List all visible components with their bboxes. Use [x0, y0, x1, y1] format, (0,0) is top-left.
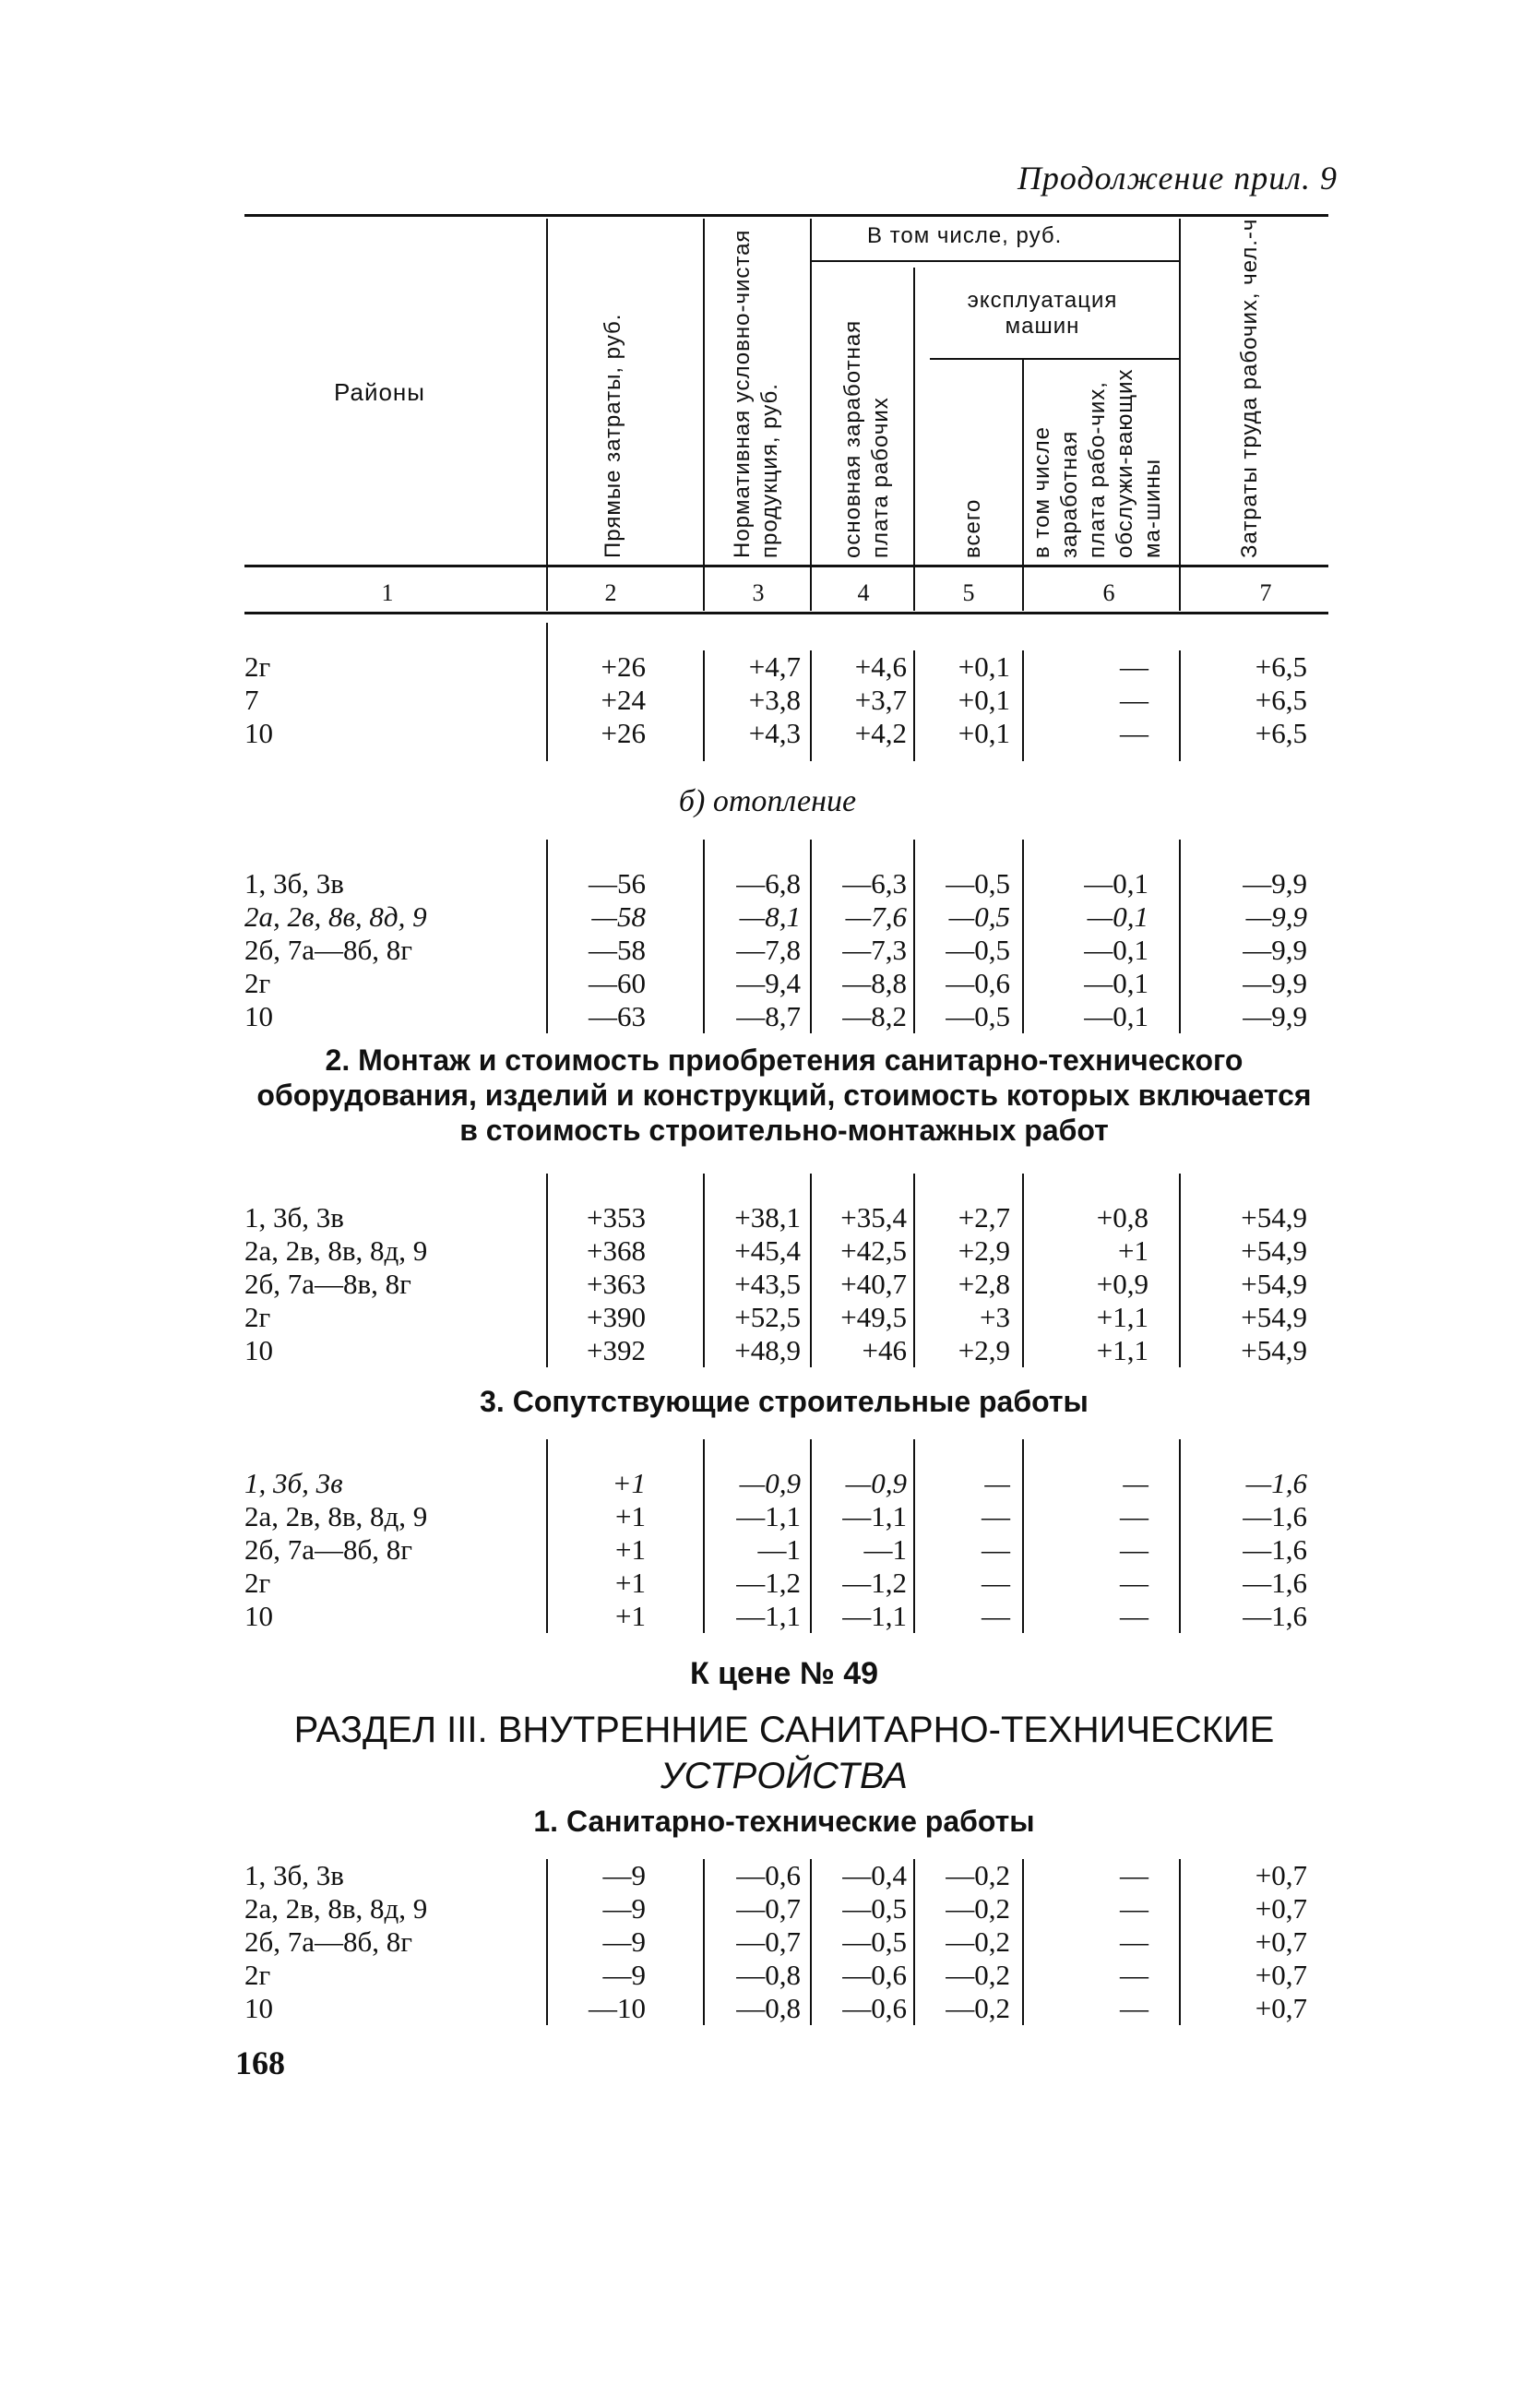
cell-labor: +6,5 — [1255, 717, 1307, 749]
cell-direct: +26 — [601, 717, 646, 749]
cell-machines: — — [982, 1533, 1010, 1566]
cell-region: 2г — [244, 967, 271, 999]
cell-machine-wages: — — [1120, 684, 1148, 716]
section-iii-title — [231, 1707, 1338, 1799]
cell-direct: —9 — [602, 1892, 646, 1925]
cell-normative: —1,1 — [736, 1500, 801, 1532]
cell-wages: —0,5 — [842, 1892, 907, 1925]
cell-wages: —6,3 — [842, 867, 907, 900]
cell-labor: —9,9 — [1243, 934, 1307, 966]
cell-labor: +54,9 — [1241, 1301, 1307, 1333]
section-2-heading — [231, 1043, 1338, 1148]
table-row — [244, 1000, 1328, 1033]
header-normative-product: Нормативная условно-чистая продукция, руб. — [730, 229, 782, 558]
cell-direct: —9 — [602, 1859, 646, 1891]
cell-machines: +2,8 — [958, 1268, 1010, 1300]
section-3-heading: 3. Сопутствующие строительные работы — [480, 1385, 1089, 1418]
cell-labor: +6,5 — [1255, 684, 1307, 716]
cell-direct: +26 — [601, 650, 646, 683]
table-row — [244, 867, 1328, 900]
section-iii-title-line1: РАЗДЕЛ III. ВНУТРЕННИЕ САНИТАРНО-ТЕХНИЧЕСКИЕ — [293, 1710, 1275, 1750]
cell-region: 2а, 2в, 8в, 8д, 9 — [244, 1892, 428, 1925]
cell-labor: +54,9 — [1241, 1201, 1307, 1234]
cell-machine-wages: — — [1120, 1959, 1148, 1991]
cell-machines: — — [982, 1600, 1010, 1632]
section-2-heading-line3: в стоимость строительно-монтажных работ — [459, 1114, 1109, 1147]
cell-normative: —0,7 — [736, 1925, 801, 1958]
cell-labor: +6,5 — [1255, 650, 1307, 683]
cell-labor: +0,7 — [1255, 1992, 1307, 2024]
cell-direct: +1 — [612, 1467, 646, 1499]
cell-normative: +43,5 — [734, 1268, 801, 1300]
cell-region: 2г — [244, 650, 271, 683]
table-row — [244, 1500, 1328, 1533]
cell-machines: —0,2 — [946, 1925, 1010, 1958]
cell-direct: +1 — [615, 1533, 646, 1566]
cell-machine-wages: — — [1120, 1567, 1148, 1599]
cell-normative: —8,1 — [739, 900, 801, 933]
header-base-wages: основная заработная плата рабочих — [840, 319, 893, 558]
cell-normative: —1 — [757, 1533, 801, 1566]
page-number: 168 — [235, 2044, 285, 2081]
cell-wages: +40,7 — [840, 1268, 907, 1300]
cell-wages: +3,7 — [854, 684, 907, 716]
table-row — [244, 1925, 1328, 1959]
table-row — [244, 650, 1328, 684]
cell-machine-wages: —0,1 — [1087, 900, 1148, 933]
block-related-works — [244, 1467, 1328, 1633]
cell-machine-wages: — — [1123, 1467, 1148, 1499]
heating-subtitle: б) отопление — [678, 784, 857, 818]
cell-normative: —1,2 — [736, 1567, 801, 1599]
cell-machines: +2,9 — [958, 1234, 1010, 1267]
cell-labor: —1,6 — [1245, 1467, 1307, 1499]
cell-normative: —8,7 — [736, 1000, 801, 1032]
table-header — [0, 0, 1535, 627]
cell-wages: —7,3 — [842, 934, 907, 966]
cell-region: 2б, 7а—8б, 8г — [244, 1925, 413, 1958]
cell-machines: —0,5 — [948, 900, 1010, 933]
block-sanitary-works — [244, 1859, 1328, 2025]
cell-direct: +1 — [615, 1500, 646, 1532]
cell-machines: — — [982, 1567, 1010, 1599]
cell-direct: +24 — [601, 684, 646, 716]
cell-machines: —0,2 — [946, 1959, 1010, 1991]
cell-machine-wages: — — [1120, 1892, 1148, 1925]
cell-direct: +363 — [587, 1268, 646, 1300]
cell-labor: —1,6 — [1243, 1600, 1307, 1632]
header-direct-costs: Прямые затраты, руб. — [601, 313, 625, 558]
cell-region: 2г — [244, 1959, 271, 1991]
cell-machine-wages: — — [1120, 1859, 1148, 1891]
cell-direct: —9 — [602, 1925, 646, 1958]
cell-direct: —9 — [602, 1959, 646, 1991]
cell-region: 2а, 2в, 8в, 8д, 9 — [244, 900, 427, 933]
cell-machines: +0,1 — [958, 684, 1010, 716]
cell-machine-wages: +1 — [1118, 1234, 1148, 1267]
cell-machines: —0,6 — [946, 967, 1010, 999]
header-total: всего — [960, 498, 985, 558]
cell-labor: —1,6 — [1243, 1533, 1307, 1566]
header-machine-wages: в том числе заработная плата рабо-чих, обслужи-вающих ма-шины — [1029, 368, 1165, 558]
cell-normative: —0,8 — [736, 1992, 801, 2024]
section-2-heading-line2: оборудования, изделий и конструкций, стоимость которых включается — [256, 1079, 1312, 1112]
price-reference: К цене № 49 — [689, 1656, 879, 1691]
cell-direct: +392 — [587, 1334, 646, 1366]
cell-normative: +3,8 — [748, 684, 801, 716]
cell-machines: —0,2 — [946, 1892, 1010, 1925]
table-row — [244, 1201, 1328, 1234]
cell-labor: —1,6 — [1243, 1567, 1307, 1599]
cell-wages: —0,5 — [842, 1925, 907, 1958]
table-row — [244, 1301, 1328, 1334]
cell-wages: —8,8 — [842, 967, 907, 999]
cell-labor: —1,6 — [1243, 1500, 1307, 1532]
cell-direct: +1 — [615, 1567, 646, 1599]
cell-direct: —63 — [589, 1000, 646, 1032]
table-row — [244, 1859, 1328, 1892]
cell-normative: +45,4 — [734, 1234, 801, 1267]
cell-normative: —9,4 — [736, 967, 801, 999]
table-row — [244, 1892, 1328, 1925]
header-regions: Районы — [334, 378, 425, 406]
cell-region: 2а, 2в, 8в, 8д, 9 — [244, 1234, 428, 1267]
colnum-7: 7 — [1259, 579, 1272, 606]
cell-labor: —9,9 — [1243, 867, 1307, 900]
cell-region: 10 — [244, 1992, 273, 2024]
cell-machine-wages: — — [1120, 1925, 1148, 1958]
table-row — [244, 967, 1328, 1000]
table-row — [244, 1533, 1328, 1567]
cell-labor: —9,9 — [1245, 900, 1307, 933]
header-labor: Затраты труда рабочих, чел.-ч — [1237, 218, 1262, 558]
cell-region: 2г — [244, 1301, 271, 1333]
table-row — [244, 934, 1328, 967]
cell-normative: —0,6 — [736, 1859, 801, 1891]
cell-wages: —1,2 — [842, 1567, 907, 1599]
colnum-4: 4 — [857, 579, 870, 606]
cell-region: 10 — [244, 1000, 273, 1032]
cell-wages: —0,4 — [842, 1859, 907, 1891]
cell-wages: +42,5 — [840, 1234, 907, 1267]
cell-machine-wages: +0,9 — [1096, 1268, 1148, 1300]
cell-direct: +353 — [587, 1201, 646, 1234]
cell-direct: +368 — [587, 1234, 646, 1267]
cell-normative: —0,9 — [739, 1467, 801, 1499]
cell-machines: +0,1 — [958, 717, 1010, 749]
cell-normative: +4,3 — [748, 717, 801, 749]
cell-machines: +2,9 — [958, 1334, 1010, 1366]
cell-machine-wages: — — [1120, 650, 1148, 683]
cell-machines: —0,2 — [946, 1859, 1010, 1891]
cell-region: 2б, 7а—8б, 8г — [244, 934, 413, 966]
cell-normative: +4,7 — [748, 650, 801, 683]
sanitary-works-heading: 1. Санитарно-технические работы — [533, 1805, 1035, 1838]
table-row — [244, 1334, 1328, 1367]
table-row — [244, 900, 1328, 934]
table-row — [244, 1992, 1328, 2025]
cell-region: 7 — [244, 684, 259, 716]
cell-direct: +390 — [587, 1301, 646, 1333]
cell-labor: +0,7 — [1255, 1925, 1307, 1958]
table-row — [244, 1268, 1328, 1301]
cell-wages: +49,5 — [840, 1301, 907, 1333]
cell-labor: —9,9 — [1243, 967, 1307, 999]
cell-region: 1, 3б, 3в — [244, 867, 344, 900]
table-row — [244, 717, 1328, 750]
cell-machine-wages: —0,1 — [1084, 1000, 1148, 1032]
cell-machines: —0,5 — [946, 1000, 1010, 1032]
header-group-label: В том числе, руб. — [867, 223, 1063, 248]
cell-wages: —0,9 — [845, 1467, 907, 1499]
cell-wages: —7,6 — [845, 900, 907, 933]
cell-normative: +38,1 — [734, 1201, 801, 1234]
table-row — [244, 684, 1328, 717]
cell-machines: —0,5 — [946, 867, 1010, 900]
cell-region: 10 — [244, 1334, 273, 1366]
block-a — [244, 650, 1328, 761]
cell-region: 10 — [244, 717, 273, 749]
cell-region: 2б, 7а—8б, 8г — [244, 1533, 413, 1566]
cell-region: 2а, 2в, 8в, 8д, 9 — [244, 1500, 428, 1532]
cell-labor: +54,9 — [1241, 1268, 1307, 1300]
cell-machines: — — [984, 1467, 1010, 1499]
colnum-6: 6 — [1102, 579, 1115, 606]
cell-region: 1, 3б, 3в — [244, 1859, 344, 1891]
cell-labor: +0,7 — [1255, 1892, 1307, 1925]
cell-region: 1, 3б, 3в — [244, 1201, 344, 1234]
cell-labor: +54,9 — [1241, 1334, 1307, 1366]
cell-machine-wages: +1,1 — [1096, 1334, 1148, 1366]
cell-direct: —10 — [589, 1992, 646, 2024]
colnum-5: 5 — [962, 579, 975, 606]
cell-machines: —0,2 — [946, 1992, 1010, 2024]
cell-labor: —9,9 — [1243, 1000, 1307, 1032]
cell-normative: —0,7 — [736, 1892, 801, 1925]
cell-direct: —58 — [591, 900, 646, 933]
cell-normative: +52,5 — [734, 1301, 801, 1333]
cell-direct: +1 — [615, 1600, 646, 1632]
section-2-heading-line1: 2. Монтаж и стоимость приобретения санитарно-технического — [325, 1043, 1243, 1077]
cell-region: 2г — [244, 1567, 271, 1599]
cell-machine-wages: — — [1120, 1600, 1148, 1632]
cell-machine-wages: —0,1 — [1084, 967, 1148, 999]
cell-wages: —0,6 — [842, 1992, 907, 2024]
cell-wages: —1,1 — [842, 1500, 907, 1532]
cell-machine-wages: +0,8 — [1096, 1201, 1148, 1234]
colnum-2: 2 — [604, 579, 617, 606]
cell-normative: —6,8 — [736, 867, 801, 900]
cell-machines: — — [982, 1500, 1010, 1532]
header-machines-text: эксплуатация машин — [967, 288, 1118, 339]
cell-region: 10 — [244, 1600, 273, 1632]
cell-region: 1, 3б, 3в — [244, 1467, 343, 1499]
cell-machine-wages: — — [1120, 717, 1148, 749]
cell-wages: +4,2 — [854, 717, 907, 749]
cell-machine-wages: — — [1120, 1500, 1148, 1532]
block-equipment — [244, 1201, 1328, 1367]
section-iii-title-line2: УСТРОЙСТВА — [660, 1756, 908, 1796]
cell-labor: +0,7 — [1255, 1959, 1307, 1991]
cell-direct: —60 — [589, 967, 646, 999]
table-row — [244, 1567, 1328, 1600]
table-row — [244, 1234, 1328, 1268]
cell-wages: —8,2 — [842, 1000, 907, 1032]
cell-wages: +35,4 — [840, 1201, 907, 1234]
cell-normative: —0,8 — [736, 1959, 801, 1991]
cell-wages: —0,6 — [842, 1959, 907, 1991]
cell-wages: —1,1 — [842, 1600, 907, 1632]
cell-labor: +0,7 — [1255, 1859, 1307, 1891]
cell-machines: +2,7 — [958, 1201, 1010, 1234]
cell-machine-wages: — — [1120, 1533, 1148, 1566]
cell-normative: —7,8 — [736, 934, 801, 966]
cell-machine-wages: —0,1 — [1084, 867, 1148, 900]
header-machines-label — [941, 288, 1144, 340]
cell-wages: —1 — [863, 1533, 907, 1566]
cell-machines: +0,1 — [958, 650, 1010, 683]
cell-region: 2б, 7а—8в, 8г — [244, 1268, 411, 1300]
cell-labor: +54,9 — [1241, 1234, 1307, 1267]
block-heating — [244, 867, 1328, 1033]
cell-wages: +4,6 — [854, 650, 907, 683]
cell-machines: +3 — [980, 1301, 1010, 1333]
cell-machine-wages: —0,1 — [1084, 934, 1148, 966]
cell-machines: —0,5 — [946, 934, 1010, 966]
table-row — [244, 1467, 1328, 1500]
cell-direct: —58 — [589, 934, 646, 966]
cell-normative: —1,1 — [736, 1600, 801, 1632]
cell-wages: +46 — [862, 1334, 907, 1366]
continuation-label: Продолжение прил. 9 — [1017, 160, 1338, 197]
table-row — [244, 1959, 1328, 1992]
cell-direct: —56 — [589, 867, 646, 900]
cell-normative: +48,9 — [734, 1334, 801, 1366]
cell-machine-wages: — — [1120, 1992, 1148, 2024]
cell-machine-wages: +1,1 — [1096, 1301, 1148, 1333]
colnum-3: 3 — [752, 579, 765, 606]
colnum-1: 1 — [381, 579, 394, 606]
table-row — [244, 1600, 1328, 1633]
